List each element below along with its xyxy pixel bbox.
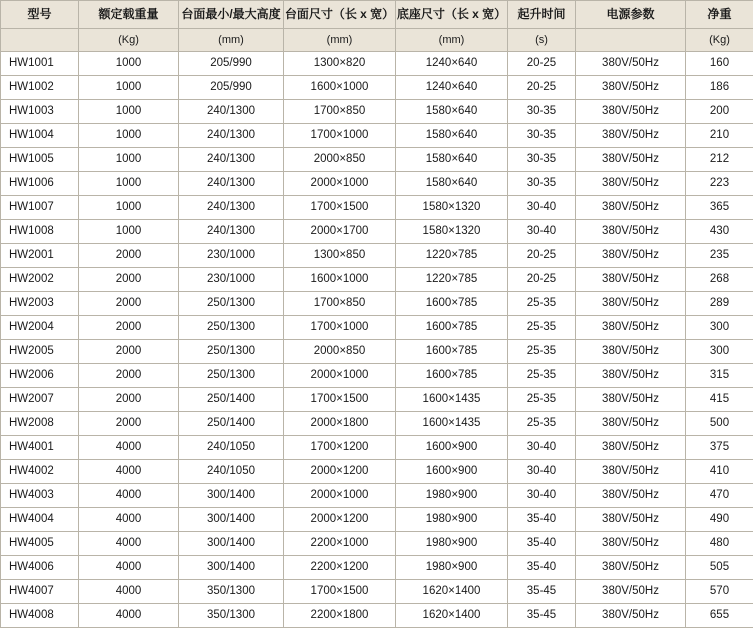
table-cell: 230/1000 xyxy=(179,244,284,268)
table-body xyxy=(1,52,753,628)
table-cell: 2000×1800 xyxy=(284,412,396,436)
table-row xyxy=(1,52,753,76)
table-cell: 1240×640 xyxy=(396,76,508,100)
cell-model: HW1007 xyxy=(1,196,79,220)
table-cell: 1600×1435 xyxy=(396,388,508,412)
cell-model: HW2005 xyxy=(1,340,79,364)
table-unit-row xyxy=(1,29,753,52)
table-row xyxy=(1,196,753,220)
table-cell: 1980×900 xyxy=(396,484,508,508)
table-cell: 30-35 xyxy=(508,148,576,172)
table-cell: 223 xyxy=(686,172,753,196)
table-cell: 30-40 xyxy=(508,460,576,484)
table-cell: 25-35 xyxy=(508,340,576,364)
table-row xyxy=(1,580,753,604)
table-cell: 415 xyxy=(686,388,753,412)
cell-model: HW4005 xyxy=(1,532,79,556)
table-cell: 1000 xyxy=(79,148,179,172)
table-cell: 655 xyxy=(686,604,753,628)
table-cell: 250/1300 xyxy=(179,340,284,364)
cell-model: HW4002 xyxy=(1,460,79,484)
table-cell: 315 xyxy=(686,364,753,388)
cell-model: HW1008 xyxy=(1,220,79,244)
table-cell: 1000 xyxy=(79,196,179,220)
table-cell: 1580×640 xyxy=(396,148,508,172)
table-cell: 1000 xyxy=(79,52,179,76)
table-cell: 1600×785 xyxy=(396,340,508,364)
table-row xyxy=(1,268,753,292)
table-cell: 2200×1800 xyxy=(284,604,396,628)
table-row xyxy=(1,316,753,340)
table-header xyxy=(1,1,753,52)
table-cell: 4000 xyxy=(79,460,179,484)
table-row xyxy=(1,388,753,412)
table-cell: 350/1300 xyxy=(179,604,284,628)
table-cell: 1620×1400 xyxy=(396,604,508,628)
table-cell: 380V/50Hz xyxy=(576,556,686,580)
table-cell: 4000 xyxy=(79,532,179,556)
table-cell: 200 xyxy=(686,100,753,124)
table-cell: 1000 xyxy=(79,76,179,100)
table-cell: 2200×1200 xyxy=(284,556,396,580)
table-cell: 1600×1435 xyxy=(396,412,508,436)
table-cell: 235 xyxy=(686,244,753,268)
column-header-power: 电源参数 xyxy=(576,1,686,29)
table-cell: 240/1300 xyxy=(179,220,284,244)
table-header-row xyxy=(1,1,753,29)
column-header-base-size: 底座尺寸（长 x 宽） xyxy=(396,1,508,29)
table-row xyxy=(1,100,753,124)
table-cell: 4000 xyxy=(79,556,179,580)
table-cell: 30-35 xyxy=(508,172,576,196)
table-cell: 240/1050 xyxy=(179,460,284,484)
table-cell: 1980×900 xyxy=(396,556,508,580)
table-cell: 230/1000 xyxy=(179,268,284,292)
table-cell: 300/1400 xyxy=(179,508,284,532)
table-cell: 1700×850 xyxy=(284,100,396,124)
table-cell: 1580×1320 xyxy=(396,220,508,244)
table-cell: 30-40 xyxy=(508,436,576,460)
table-cell: 250/1400 xyxy=(179,388,284,412)
table-cell: 2000 xyxy=(79,364,179,388)
cell-model: HW2007 xyxy=(1,388,79,412)
table-cell: 1600×785 xyxy=(396,364,508,388)
table-cell: 30-40 xyxy=(508,196,576,220)
table-cell: 4000 xyxy=(79,604,179,628)
table-cell: 2000×850 xyxy=(284,340,396,364)
cell-model: HW1002 xyxy=(1,76,79,100)
table-cell: 505 xyxy=(686,556,753,580)
table-cell: 4000 xyxy=(79,580,179,604)
table-cell: 4000 xyxy=(79,508,179,532)
table-cell: 1300×850 xyxy=(284,244,396,268)
table-row xyxy=(1,340,753,364)
table-cell: 2200×1000 xyxy=(284,532,396,556)
table-cell: 205/990 xyxy=(179,52,284,76)
table-cell: 20-25 xyxy=(508,268,576,292)
table-cell: 1700×1000 xyxy=(284,124,396,148)
table-cell: 186 xyxy=(686,76,753,100)
table-cell: 430 xyxy=(686,220,753,244)
table-cell: 380V/50Hz xyxy=(576,460,686,484)
table-cell: 380V/50Hz xyxy=(576,484,686,508)
unit-cell-platform-size: (mm) xyxy=(284,29,396,52)
table-row xyxy=(1,484,753,508)
cell-model: HW1001 xyxy=(1,52,79,76)
table-cell: 1580×1320 xyxy=(396,196,508,220)
table-row xyxy=(1,364,753,388)
table-cell: 20-25 xyxy=(508,76,576,100)
table-cell: 4000 xyxy=(79,484,179,508)
table-cell: 2000×1200 xyxy=(284,508,396,532)
table-cell: 380V/50Hz xyxy=(576,580,686,604)
table-cell: 20-25 xyxy=(508,244,576,268)
table-cell: 1700×1500 xyxy=(284,196,396,220)
table-cell: 380V/50Hz xyxy=(576,148,686,172)
table-cell: 1220×785 xyxy=(396,244,508,268)
table-cell: 2000×1000 xyxy=(284,364,396,388)
table-cell: 212 xyxy=(686,148,753,172)
table-cell: 250/1300 xyxy=(179,316,284,340)
table-cell: 1240×640 xyxy=(396,52,508,76)
table-cell: 1000 xyxy=(79,100,179,124)
table-cell: 380V/50Hz xyxy=(576,244,686,268)
table-cell: 490 xyxy=(686,508,753,532)
table-cell: 300/1400 xyxy=(179,556,284,580)
cell-model: HW2006 xyxy=(1,364,79,388)
table-cell: 240/1050 xyxy=(179,436,284,460)
table-cell: 240/1300 xyxy=(179,148,284,172)
column-header-platform-size: 台面尺寸（长 x 宽） xyxy=(284,1,396,29)
cell-model: HW4001 xyxy=(1,436,79,460)
table-cell: 1700×1000 xyxy=(284,316,396,340)
table-cell: 268 xyxy=(686,268,753,292)
table-cell: 250/1300 xyxy=(179,292,284,316)
table-cell: 1980×900 xyxy=(396,532,508,556)
cell-model: HW2008 xyxy=(1,412,79,436)
table-cell: 35-45 xyxy=(508,604,576,628)
table-cell: 2000×1000 xyxy=(284,484,396,508)
table-cell: 2000×1700 xyxy=(284,220,396,244)
table-cell: 2000 xyxy=(79,340,179,364)
table-cell: 380V/50Hz xyxy=(576,52,686,76)
table-cell: 35-40 xyxy=(508,508,576,532)
table-cell: 2000 xyxy=(79,316,179,340)
unit-cell-base-size: (mm) xyxy=(396,29,508,52)
unit-cell-power xyxy=(576,29,686,52)
table-cell: 1000 xyxy=(79,124,179,148)
table-cell: 380V/50Hz xyxy=(576,172,686,196)
table-cell: 1600×900 xyxy=(396,460,508,484)
table-cell: 25-35 xyxy=(508,316,576,340)
table-cell: 2000 xyxy=(79,292,179,316)
table-row xyxy=(1,124,753,148)
table-row xyxy=(1,412,753,436)
column-header-model: 型号 xyxy=(1,1,79,29)
table-cell: 380V/50Hz xyxy=(576,292,686,316)
table-cell: 2000 xyxy=(79,268,179,292)
table-cell: 380V/50Hz xyxy=(576,388,686,412)
column-header-lift-time: 起升时间 xyxy=(508,1,576,29)
table-cell: 210 xyxy=(686,124,753,148)
table-cell: 380V/50Hz xyxy=(576,532,686,556)
table-cell: 300 xyxy=(686,316,753,340)
table-cell: 480 xyxy=(686,532,753,556)
table-row xyxy=(1,76,753,100)
table-cell: 380V/50Hz xyxy=(576,220,686,244)
table-row xyxy=(1,604,753,628)
table-cell: 25-35 xyxy=(508,388,576,412)
table-cell: 380V/50Hz xyxy=(576,604,686,628)
table-cell: 1980×900 xyxy=(396,508,508,532)
cell-model: HW1003 xyxy=(1,100,79,124)
table-cell: 30-35 xyxy=(508,124,576,148)
table-cell: 250/1400 xyxy=(179,412,284,436)
column-header-rated-load: 额定载重量 xyxy=(79,1,179,29)
table-cell: 1580×640 xyxy=(396,124,508,148)
table-row xyxy=(1,172,753,196)
cell-model: HW1004 xyxy=(1,124,79,148)
table-cell: 1700×850 xyxy=(284,292,396,316)
table-cell: 2000×850 xyxy=(284,148,396,172)
table-cell: 289 xyxy=(686,292,753,316)
table-cell: 2000×1200 xyxy=(284,460,396,484)
table-cell: 1580×640 xyxy=(396,172,508,196)
table-cell: 380V/50Hz xyxy=(576,316,686,340)
table-cell: 240/1300 xyxy=(179,172,284,196)
table-cell: 380V/50Hz xyxy=(576,508,686,532)
cell-model: HW4008 xyxy=(1,604,79,628)
table-row xyxy=(1,244,753,268)
table-cell: 30-35 xyxy=(508,100,576,124)
table-cell: 1000 xyxy=(79,172,179,196)
table-cell: 350/1300 xyxy=(179,580,284,604)
unit-cell-platform-height: (mm) xyxy=(179,29,284,52)
table-cell: 1220×785 xyxy=(396,268,508,292)
table-cell: 1600×1000 xyxy=(284,268,396,292)
cell-model: HW4006 xyxy=(1,556,79,580)
table-cell: 1700×1500 xyxy=(284,388,396,412)
table-cell: 25-35 xyxy=(508,292,576,316)
unit-cell-net-weight: (Kg) xyxy=(686,29,753,52)
table-cell: 35-45 xyxy=(508,580,576,604)
table-cell: 570 xyxy=(686,580,753,604)
table-cell: 470 xyxy=(686,484,753,508)
table-cell: 380V/50Hz xyxy=(576,340,686,364)
table-cell: 380V/50Hz xyxy=(576,100,686,124)
cell-model: HW4004 xyxy=(1,508,79,532)
table-cell: 25-35 xyxy=(508,412,576,436)
table-cell: 380V/50Hz xyxy=(576,436,686,460)
table-cell: 300 xyxy=(686,340,753,364)
table-cell: 365 xyxy=(686,196,753,220)
table-cell: 380V/50Hz xyxy=(576,364,686,388)
table-row xyxy=(1,460,753,484)
table-cell: 30-40 xyxy=(508,484,576,508)
cell-model: HW2004 xyxy=(1,316,79,340)
table-cell: 380V/50Hz xyxy=(576,268,686,292)
table-cell: 2000 xyxy=(79,244,179,268)
cell-model: HW4007 xyxy=(1,580,79,604)
table-cell: 160 xyxy=(686,52,753,76)
table-cell: 30-40 xyxy=(508,220,576,244)
table-row xyxy=(1,436,753,460)
table-cell: 1000 xyxy=(79,220,179,244)
cell-model: HW4003 xyxy=(1,484,79,508)
table-cell: 1600×785 xyxy=(396,292,508,316)
table-row xyxy=(1,556,753,580)
table-cell: 300/1400 xyxy=(179,484,284,508)
table-cell: 380V/50Hz xyxy=(576,412,686,436)
table-cell: 380V/50Hz xyxy=(576,76,686,100)
table-cell: 380V/50Hz xyxy=(576,124,686,148)
table-cell: 2000×1000 xyxy=(284,172,396,196)
cell-model: HW2001 xyxy=(1,244,79,268)
table-cell: 240/1300 xyxy=(179,196,284,220)
cell-model: HW1006 xyxy=(1,172,79,196)
unit-cell-rated-load: (Kg) xyxy=(79,29,179,52)
table-cell: 1580×640 xyxy=(396,100,508,124)
cell-model: HW1005 xyxy=(1,148,79,172)
table-cell: 300/1400 xyxy=(179,532,284,556)
table-row xyxy=(1,508,753,532)
unit-cell-lift-time: (s) xyxy=(508,29,576,52)
table-cell: 1600×900 xyxy=(396,436,508,460)
column-header-net-weight: 净重 xyxy=(686,1,753,29)
cell-model: HW2002 xyxy=(1,268,79,292)
table-cell: 1600×785 xyxy=(396,316,508,340)
column-header-platform-height: 台面最小/最大高度 xyxy=(179,1,284,29)
table-cell: 240/1300 xyxy=(179,100,284,124)
table-row xyxy=(1,292,753,316)
table-cell: 2000 xyxy=(79,388,179,412)
table-cell: 500 xyxy=(686,412,753,436)
table-cell: 4000 xyxy=(79,436,179,460)
table-cell: 1700×1500 xyxy=(284,580,396,604)
table-cell: 2000 xyxy=(79,412,179,436)
table-cell: 205/990 xyxy=(179,76,284,100)
table-cell: 250/1300 xyxy=(179,364,284,388)
table-row xyxy=(1,220,753,244)
table-cell: 35-40 xyxy=(508,532,576,556)
table-cell: 410 xyxy=(686,460,753,484)
unit-cell-model xyxy=(1,29,79,52)
table-cell: 20-25 xyxy=(508,52,576,76)
table-cell: 240/1300 xyxy=(179,124,284,148)
cell-model: HW2003 xyxy=(1,292,79,316)
table-cell: 1620×1400 xyxy=(396,580,508,604)
table-cell: 1600×1000 xyxy=(284,76,396,100)
table-row xyxy=(1,148,753,172)
table-cell: 25-35 xyxy=(508,364,576,388)
table-cell: 380V/50Hz xyxy=(576,196,686,220)
table-cell: 1700×1200 xyxy=(284,436,396,460)
table-row xyxy=(1,532,753,556)
table-cell: 1300×820 xyxy=(284,52,396,76)
table-cell: 35-40 xyxy=(508,556,576,580)
table-cell: 375 xyxy=(686,436,753,460)
